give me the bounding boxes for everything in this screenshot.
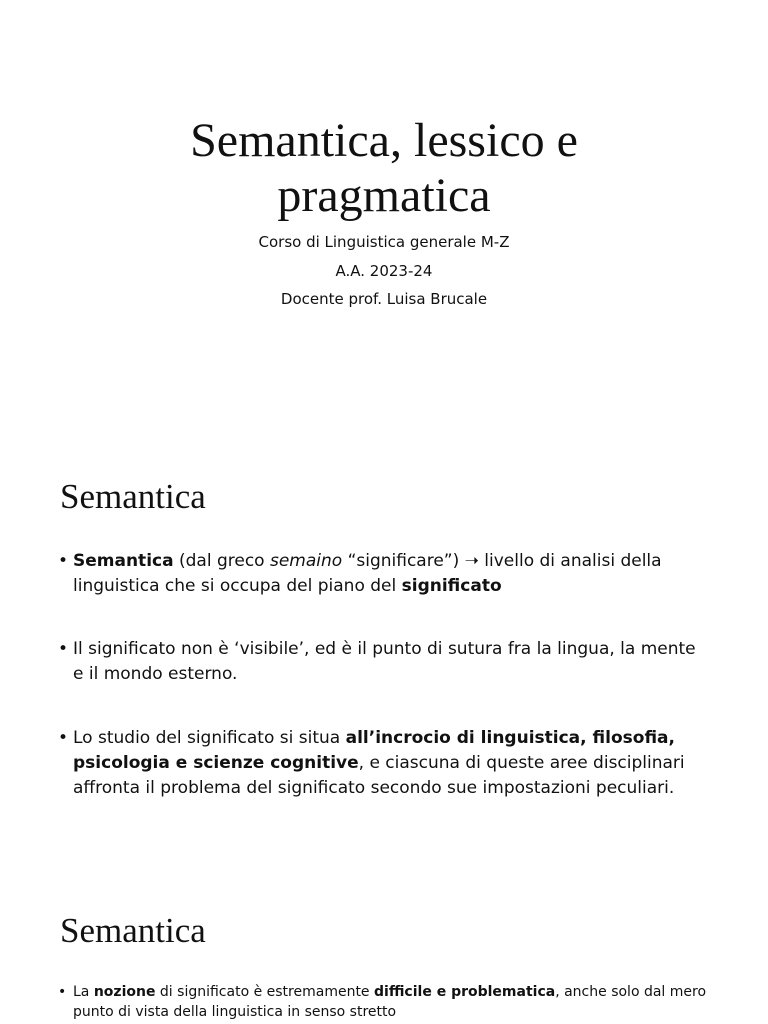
bullet-item: • Il significato non è ‘visibile’, ed è il punto di sutura fra la lingua, la mente e il mondo esterno. — [58, 637, 708, 686]
difficult-phrase: difficile e problematica — [374, 984, 556, 1000]
presentation-title — [84, 113, 684, 223]
bullet-item: • Lo studio del significato si situa all’incrocio di linguistica, filosofia, psicologia e scienze cognitive, e ciascuna di queste aree disciplinari affronta il problema del significato secondo sue impostazioni peculiari. — [58, 726, 708, 800]
subtitle-block — [84, 228, 684, 314]
slide-title — [0, 0, 768, 432]
bullet-list — [58, 983, 708, 1022]
slide-semantica-2 — [0, 864, 768, 1024]
academic-year: A.A. 2023-24 — [335, 261, 433, 280]
title-line-2: pragmatica — [277, 169, 491, 222]
slide-heading: Semantica — [60, 911, 206, 950]
title-line-1: Semantica, lessico e — [190, 114, 578, 167]
bullet-item: • La nozione di significato è estremamente difficile e problematica, anche solo dal mero punto di vista della linguistica in senso stretto — [58, 983, 708, 1022]
interdisciplinary-phrase: all’incrocio di linguistica, filosofia, psicologia e scienze cognitive — [73, 728, 675, 773]
term-semantica: Semantica — [73, 551, 174, 571]
bullet-item: • Semantica (dal greco semaino “significare”) ➝ livello di analisi della linguistica che si occupa del piano del significato — [58, 549, 708, 598]
greek-word: semaino — [269, 551, 343, 571]
lecturer: Docente prof. Luisa Brucale — [280, 290, 488, 308]
term-significato: significato — [401, 575, 502, 596]
course-name: Corso di Linguistica generale M-Z — [258, 233, 510, 251]
slide-semantica-1 — [0, 432, 768, 864]
slide-heading: Semantica — [60, 477, 206, 516]
bullet-list — [58, 549, 708, 839]
term-nozione: nozione — [93, 984, 156, 1000]
